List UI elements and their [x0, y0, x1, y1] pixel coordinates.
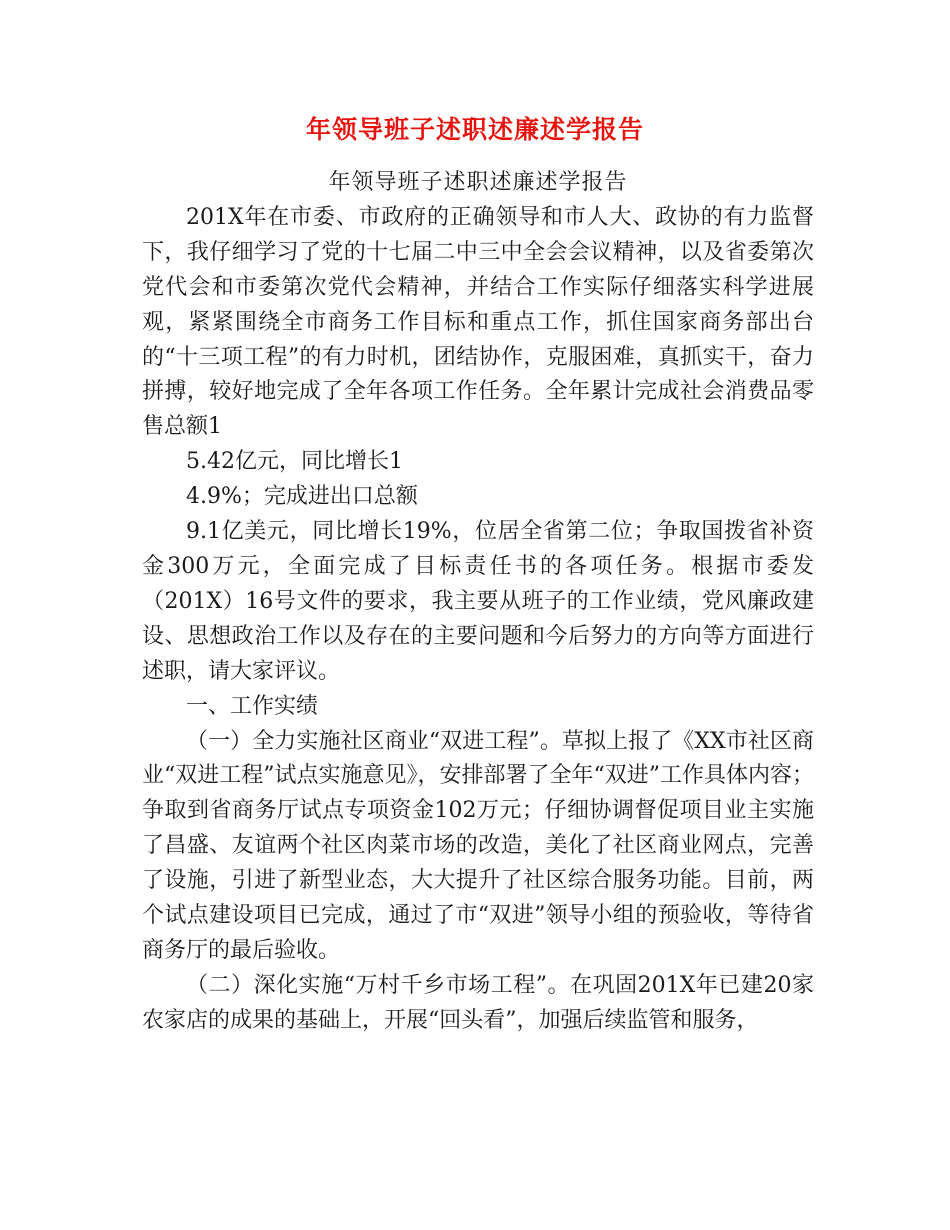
- document-title: 年领导班子述职述廉述学报告: [305, 115, 644, 144]
- section-heading-work-results: 一、工作实绩: [186, 693, 319, 719]
- paragraph-import-export: 4.9%；完成进出口总额: [186, 484, 418, 510]
- document-subtitle: 年领导班子述职述廉述学报告: [328, 170, 628, 195]
- paragraph-retail-growth: 5.42亿元，同比增长1: [186, 449, 403, 475]
- paragraph-community-commerce: （一）全力实施社区商业“双进工程”。草拟上报了《XX市社区商业“双进工程”试点实施意见》，安排部署了全年“双进”工作具体内容；争取到省商务厅试点专项资金102万元；仔细协调督促项目业主实施了昌盛、友谊两个社区肉菜市场的改造，美化了社区商业网点，完善了设施，引进了新型业态，大大提升了社区综合服务功能。目前，两个试点建设项目已完成，通过了市“双进”领导小组的预验收，等待省商务厅的最后验收。: [142, 728, 814, 963]
- paragraph-intro: 201X年在市委、市政府的正确领导和市人大、政协的有力监督下，我仔细学习了党的十七届二中三中全会会议精神，以及省委第次党代会和市委第次党代会精神，并结合工作实际仔细落实科学进展观，紧紧围绕全市商务工作目标和重点工作，抓住国家商务部出台的“十三项工程”的有力时机，团结协作，克服困难，真抓实干，奋力拼搏，较好地完成了全年各项工作任务。全年累计完成社会消费品零售总额1: [142, 204, 814, 440]
- document-body: [142, 166, 814, 1039]
- paragraph-summary: 9.1亿美元，同比增长19%，位居全省第二位；争取国拨省补资金300万元，全面完成了目标责任书的各项任务。根据市委发（201X）16号文件的要求，我主要从班子的工作业绩，党风廉政建设、思想政治工作以及存在的主要问题和今后努力的方向等方面进行述职，请大家评议。: [142, 519, 814, 684]
- paragraph-village-market: （二）深化实施“万村千乡市场工程”。在巩固201X年已建20家农家店的成果的基础上，开展“回头看”，加强后续监管和服务，: [142, 972, 814, 1033]
